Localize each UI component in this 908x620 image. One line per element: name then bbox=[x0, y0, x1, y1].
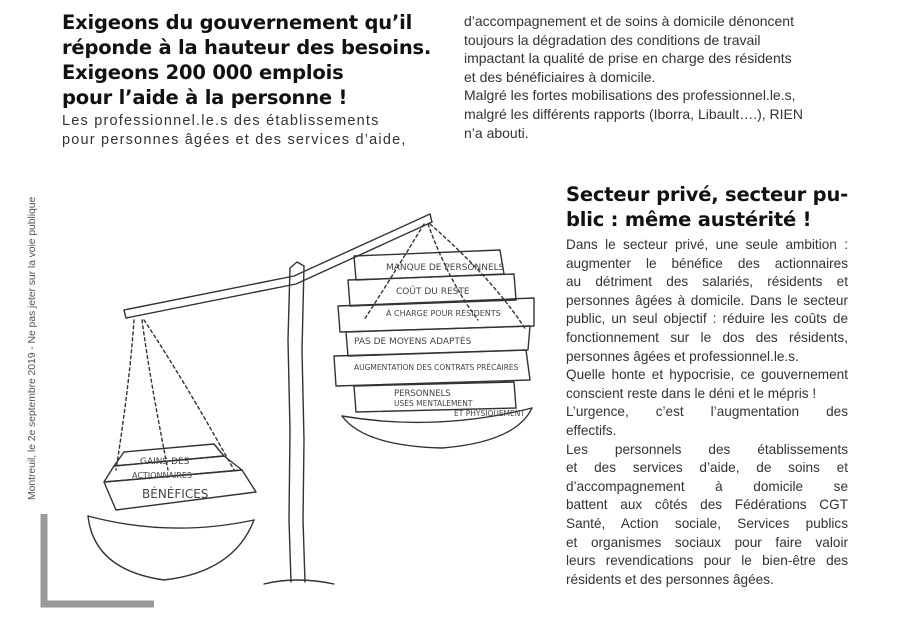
intro-paragraph bbox=[62, 112, 442, 150]
continuation-line: malgré les différents rapports (Iborra, Libault….), RIEN bbox=[464, 105, 803, 122]
label-charge: À CHARGE POUR RÉSIDENTS bbox=[386, 309, 501, 318]
section-line: d’accompagnement à domicile se bbox=[566, 478, 848, 494]
section-line: et des services d’aide, de soins et bbox=[566, 460, 848, 476]
section-line: effectifs. bbox=[566, 422, 617, 438]
section-line: augmenter le bénéfice des actionnaires bbox=[566, 255, 848, 271]
label-manque: MANQUE DE PERSONNELS bbox=[386, 263, 505, 273]
section-line: fonctionnement sur le dos des résidents, bbox=[566, 329, 848, 345]
section-line: Dans le secteur privé, une seule ambition : bbox=[566, 237, 848, 252]
section-line: L’urgence, c’est l’augmentation des bbox=[566, 404, 848, 420]
section-line: public, un seul objectif : réduire les coûts de bbox=[566, 311, 848, 327]
label-benefices: BÉNÉFICES bbox=[142, 487, 209, 501]
section-line: leurs revendications pour le bien-être des bbox=[566, 553, 848, 569]
continuation-line: impactant la qualité de prise en charge des résidents bbox=[464, 50, 792, 67]
continuation-paragraph bbox=[464, 12, 854, 142]
label-cout: COÛT DU RESTE bbox=[396, 287, 470, 297]
scale-illustration bbox=[64, 170, 564, 610]
section-body bbox=[566, 236, 848, 589]
headline-line: réponde à la hauteur des besoins. bbox=[62, 36, 432, 59]
right-stack-labels bbox=[354, 263, 525, 418]
section-line: Santé, Action sociale, Services publics bbox=[566, 515, 848, 531]
section-line: personnes âgées à domicile. Dans le secteur bbox=[566, 292, 848, 308]
intro-line: pour personnes âgées et des services d’aide, bbox=[62, 132, 407, 148]
left-pan-labels bbox=[132, 457, 208, 501]
label-physique: ET PHYSIQUEMENT bbox=[454, 409, 525, 418]
continuation-line: n’a abouti. bbox=[464, 124, 529, 141]
label-moyens: PAS DE MOYENS ADAPTÉS bbox=[354, 337, 472, 347]
section-line: battent aux côtés des Fédérations CGT bbox=[566, 497, 848, 513]
section-title-line: blic : même austérité ! bbox=[566, 208, 812, 231]
continuation-line: Malgré les fortes mobilisations des professionnel.le.s, bbox=[464, 87, 796, 104]
label-actionnaires: ACTIONNAIRES bbox=[132, 471, 192, 480]
headline-line: pour l’aide à la personne ! bbox=[62, 86, 348, 109]
section-title-line: Secteur privé, secteur pu- bbox=[566, 183, 849, 206]
continuation-line: et des bénéficiaires à domicile. bbox=[464, 68, 656, 85]
side-note: Montreuil, le 2e septembre 2019 - Ne pas jeter sur la voie publique bbox=[26, 196, 38, 500]
label-contrats: AUGMENTATION DES CONTRATS PRÉCAIRES bbox=[354, 363, 519, 372]
section-line: et organismes sociaux pour faire valoir bbox=[566, 534, 848, 550]
headline bbox=[62, 10, 454, 110]
section-line: Quelle honte et hypocrisie, ce gouvernement bbox=[566, 367, 848, 383]
section-line: au détriment des salariés, résidents et bbox=[566, 274, 848, 290]
label-personnels: PERSONNELS bbox=[394, 389, 451, 399]
continuation-line: toujours la dégradation des conditions de travail bbox=[464, 31, 761, 48]
headline-line: Exigeons 200 000 emplois bbox=[62, 61, 344, 84]
label-uses: USÉS MENTALEMENT bbox=[394, 399, 473, 408]
section-title bbox=[566, 182, 866, 232]
section-line: conscient reste dans le déni et le mépris ! bbox=[566, 385, 817, 401]
headline-line: Exigeons du gouvernement qu’il bbox=[62, 11, 413, 34]
label-gains: GAINS DES bbox=[140, 457, 190, 467]
section-line: Les personnels des établissements bbox=[566, 441, 848, 457]
continuation-line: d’accompagnement et de soins à domicile dénoncent bbox=[464, 13, 794, 29]
section-line: personnes âgées et professionnel.le.s. bbox=[566, 348, 799, 364]
intro-line: Les professionnel.le.s des établissements bbox=[62, 113, 380, 129]
section-line: résidents et des personnes âgées. bbox=[566, 571, 774, 587]
